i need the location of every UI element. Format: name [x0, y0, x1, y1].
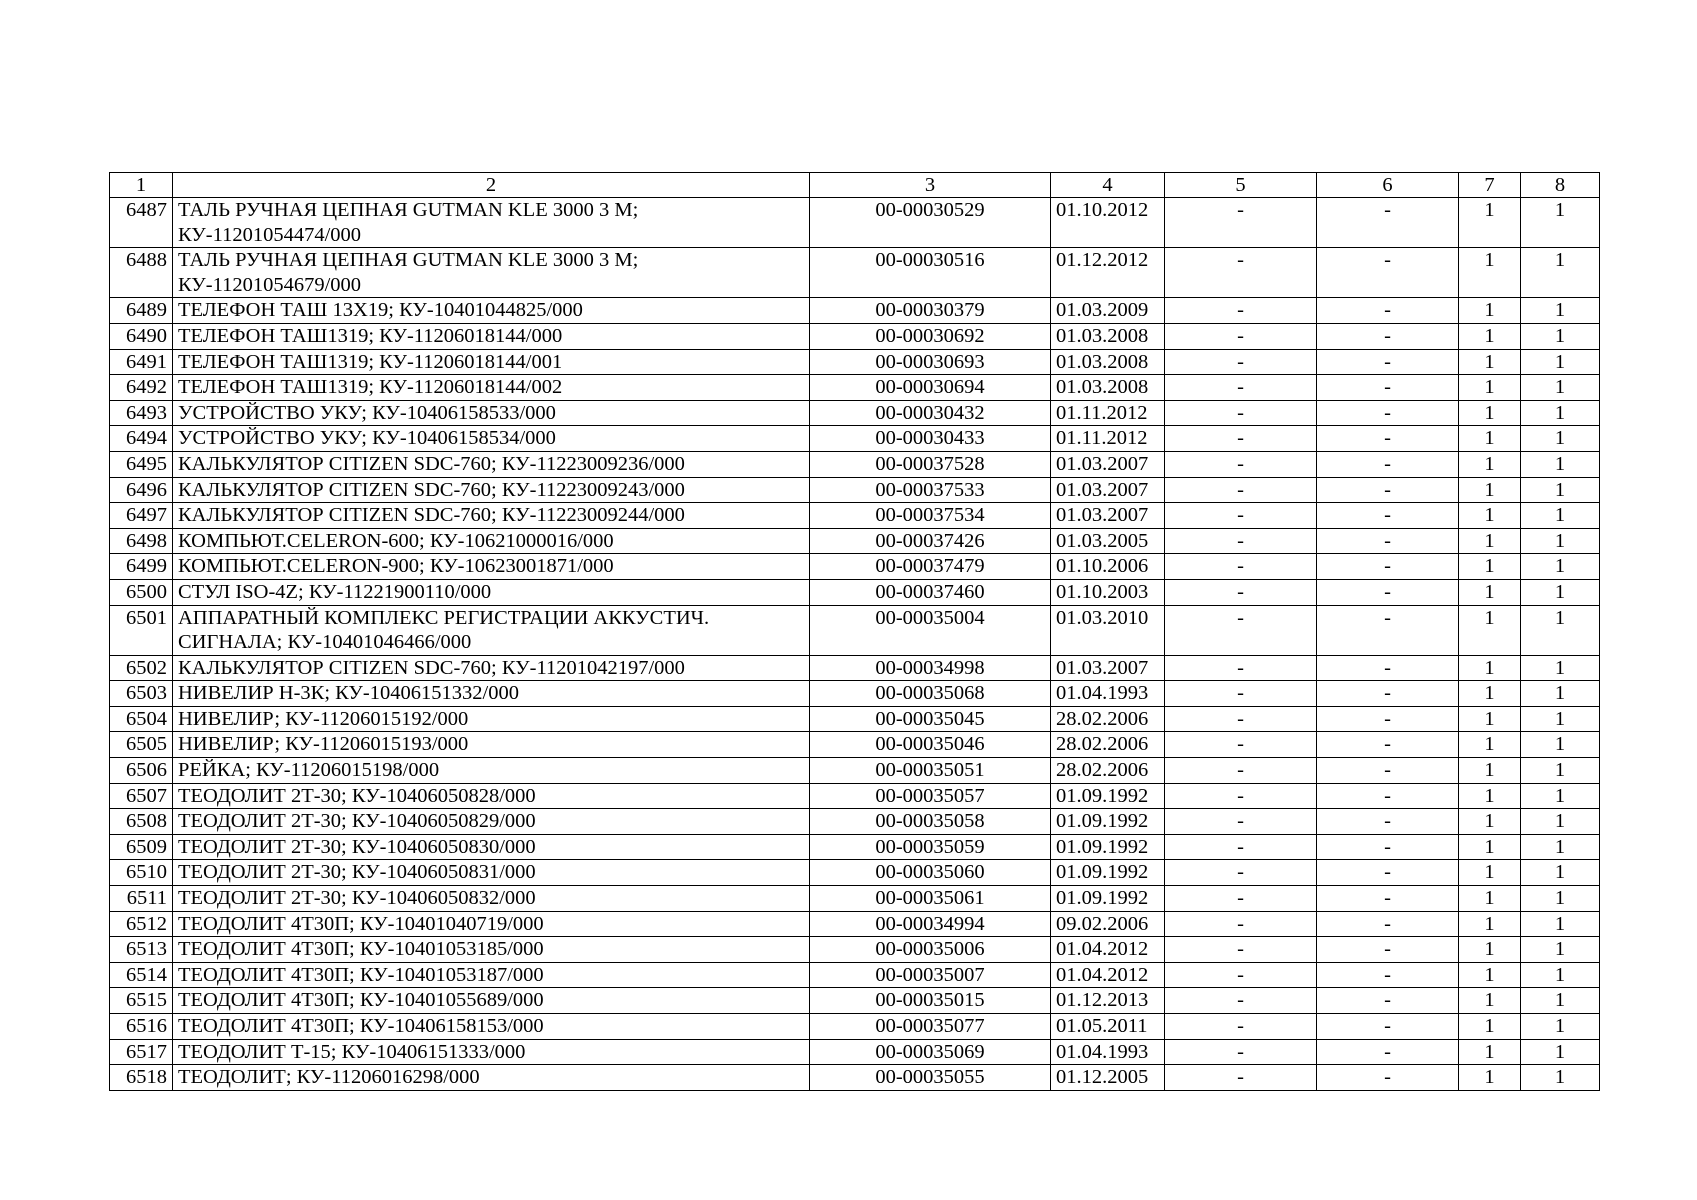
column-header: 2	[173, 173, 810, 198]
table-row	[110, 298, 1600, 324]
date-cell: 01.03.2007	[1051, 451, 1165, 477]
column-5-cell: -	[1165, 937, 1317, 963]
date-cell: 01.03.2008	[1051, 323, 1165, 349]
table-row	[110, 860, 1600, 886]
column-8-cell: 1	[1521, 783, 1600, 809]
column-5-cell: -	[1165, 1014, 1317, 1040]
inventory-code: 00-00034994	[810, 911, 1051, 937]
table-row	[110, 375, 1600, 401]
date-cell: 01.03.2008	[1051, 375, 1165, 401]
column-7-cell: 1	[1459, 298, 1521, 324]
item-name: ТЕЛЕФОН ТАШ 13Х19; КУ-10401044825/000	[173, 298, 810, 324]
column-6-cell: -	[1317, 605, 1459, 655]
inventory-code: 00-00035077	[810, 1014, 1051, 1040]
row-number: 6509	[110, 834, 173, 860]
column-7-cell: 1	[1459, 375, 1521, 401]
inventory-code: 00-00035046	[810, 732, 1051, 758]
item-name: ТЕЛЕФОН ТАШ1319; КУ-11206018144/002	[173, 375, 810, 401]
inventory-code: 00-00037479	[810, 554, 1051, 580]
date-cell: 01.04.2012	[1051, 962, 1165, 988]
column-8-cell: 1	[1521, 477, 1600, 503]
column-8-cell: 1	[1521, 732, 1600, 758]
inventory-code: 00-00035045	[810, 706, 1051, 732]
item-name: ТЕОДОЛИТ Т-15; КУ-10406151333/000	[173, 1039, 810, 1065]
inventory-code: 00-00035007	[810, 962, 1051, 988]
inventory-code: 00-00030379	[810, 298, 1051, 324]
column-6-cell: -	[1317, 886, 1459, 912]
row-number: 6510	[110, 860, 173, 886]
column-7-cell: 1	[1459, 783, 1521, 809]
date-cell: 01.04.1993	[1051, 1039, 1165, 1065]
column-8-cell: 1	[1521, 605, 1600, 655]
column-8-cell: 1	[1521, 706, 1600, 732]
table-body	[110, 173, 1600, 1091]
date-cell: 01.03.2010	[1051, 605, 1165, 655]
inventory-code: 00-00035055	[810, 1065, 1051, 1091]
table-row	[110, 988, 1600, 1014]
table-row	[110, 886, 1600, 912]
column-8-cell: 1	[1521, 860, 1600, 886]
item-name: СТУЛ ISO-4Z; КУ-11221900110/000	[173, 579, 810, 605]
column-5-cell: -	[1165, 400, 1317, 426]
date-cell: 01.04.1993	[1051, 681, 1165, 707]
date-cell: 01.04.2012	[1051, 937, 1165, 963]
date-cell: 01.09.1992	[1051, 834, 1165, 860]
inventory-code: 00-00030529	[810, 198, 1051, 248]
column-7-cell: 1	[1459, 248, 1521, 298]
inventory-code: 00-00037426	[810, 528, 1051, 554]
date-cell: 01.03.2007	[1051, 655, 1165, 681]
column-7-cell: 1	[1459, 681, 1521, 707]
table-row	[110, 937, 1600, 963]
inventory-code: 00-00030432	[810, 400, 1051, 426]
column-8-cell: 1	[1521, 988, 1600, 1014]
inventory-code: 00-00034998	[810, 655, 1051, 681]
column-5-cell: -	[1165, 783, 1317, 809]
date-cell: 01.09.1992	[1051, 860, 1165, 886]
column-6-cell: -	[1317, 834, 1459, 860]
table-row	[110, 605, 1600, 655]
column-6-cell: -	[1317, 528, 1459, 554]
inventory-code: 00-00037533	[810, 477, 1051, 503]
column-6-cell: -	[1317, 758, 1459, 784]
item-name: ТЕОДОЛИТ 4Т30П; КУ-10401040719/000	[173, 911, 810, 937]
column-5-cell: -	[1165, 426, 1317, 452]
row-number: 6512	[110, 911, 173, 937]
table-row	[110, 1014, 1600, 1040]
table-row	[110, 681, 1600, 707]
column-7-cell: 1	[1459, 758, 1521, 784]
column-8-cell: 1	[1521, 323, 1600, 349]
column-6-cell: -	[1317, 1065, 1459, 1091]
column-7-cell: 1	[1459, 477, 1521, 503]
column-7-cell: 1	[1459, 1014, 1521, 1040]
column-6-cell: -	[1317, 400, 1459, 426]
header-row	[110, 173, 1600, 198]
inventory-code: 00-00035069	[810, 1039, 1051, 1065]
date-cell: 01.03.2009	[1051, 298, 1165, 324]
column-5-cell: -	[1165, 962, 1317, 988]
column-7-cell: 1	[1459, 655, 1521, 681]
column-5-cell: -	[1165, 1065, 1317, 1091]
inventory-code: 00-00037528	[810, 451, 1051, 477]
inventory-code: 00-00035004	[810, 605, 1051, 655]
column-5-cell: -	[1165, 528, 1317, 554]
column-8-cell: 1	[1521, 681, 1600, 707]
inventory-code: 00-00035015	[810, 988, 1051, 1014]
row-number: 6502	[110, 655, 173, 681]
table-row	[110, 400, 1600, 426]
column-5-cell: -	[1165, 248, 1317, 298]
date-cell: 01.03.2005	[1051, 528, 1165, 554]
column-header: 6	[1317, 173, 1459, 198]
table-row	[110, 1039, 1600, 1065]
column-5-cell: -	[1165, 198, 1317, 248]
column-6-cell: -	[1317, 375, 1459, 401]
column-5-cell: -	[1165, 375, 1317, 401]
column-6-cell: -	[1317, 1014, 1459, 1040]
column-6-cell: -	[1317, 323, 1459, 349]
row-number: 6493	[110, 400, 173, 426]
item-name: ТЕОДОЛИТ 4Т30П; КУ-10401053185/000	[173, 937, 810, 963]
column-8-cell: 1	[1521, 451, 1600, 477]
row-number: 6494	[110, 426, 173, 452]
column-7-cell: 1	[1459, 886, 1521, 912]
column-5-cell: -	[1165, 758, 1317, 784]
inventory-code: 00-00037460	[810, 579, 1051, 605]
inventory-code: 00-00030433	[810, 426, 1051, 452]
column-6-cell: -	[1317, 732, 1459, 758]
column-7-cell: 1	[1459, 834, 1521, 860]
item-name: НИВЕЛИР Н-3К; КУ-10406151332/000	[173, 681, 810, 707]
inventory-code: 00-00035060	[810, 860, 1051, 886]
inventory-code: 00-00035057	[810, 783, 1051, 809]
column-7-cell: 1	[1459, 198, 1521, 248]
inventory-table	[109, 172, 1600, 1091]
date-cell: 28.02.2006	[1051, 758, 1165, 784]
row-number: 6504	[110, 706, 173, 732]
column-5-cell: -	[1165, 732, 1317, 758]
column-8-cell: 1	[1521, 1039, 1600, 1065]
column-8-cell: 1	[1521, 400, 1600, 426]
table-row	[110, 579, 1600, 605]
column-5-cell: -	[1165, 655, 1317, 681]
row-number: 6495	[110, 451, 173, 477]
column-7-cell: 1	[1459, 349, 1521, 375]
date-cell: 01.10.2006	[1051, 554, 1165, 580]
column-8-cell: 1	[1521, 579, 1600, 605]
column-5-cell: -	[1165, 834, 1317, 860]
column-7-cell: 1	[1459, 323, 1521, 349]
item-name: РЕЙКА; КУ-11206015198/000	[173, 758, 810, 784]
date-cell: 01.10.2012	[1051, 198, 1165, 248]
row-number: 6515	[110, 988, 173, 1014]
column-5-cell: -	[1165, 988, 1317, 1014]
inventory-code: 00-00035051	[810, 758, 1051, 784]
column-7-cell: 1	[1459, 1065, 1521, 1091]
table-row	[110, 198, 1600, 248]
column-5-cell: -	[1165, 681, 1317, 707]
item-name: КАЛЬКУЛЯТОР CITIZEN SDC-760; КУ-11223009244/000	[173, 503, 810, 529]
column-8-cell: 1	[1521, 1014, 1600, 1040]
item-name: АППАРАТНЫЙ КОМПЛЕКС РЕГИСТРАЦИИ АККУСТИЧ. СИГНАЛА; КУ-10401046466/000	[173, 605, 810, 655]
date-cell: 01.03.2008	[1051, 349, 1165, 375]
date-cell: 28.02.2006	[1051, 706, 1165, 732]
column-7-cell: 1	[1459, 962, 1521, 988]
item-name: ТАЛЬ РУЧНАЯ ЦЕПНАЯ GUTMAN KLE 3000 3 М; КУ-11201054474/000	[173, 198, 810, 248]
table-row	[110, 503, 1600, 529]
column-5-cell: -	[1165, 706, 1317, 732]
row-number: 6501	[110, 605, 173, 655]
column-7-cell: 1	[1459, 988, 1521, 1014]
row-number: 6490	[110, 323, 173, 349]
date-cell: 01.09.1992	[1051, 809, 1165, 835]
row-number: 6517	[110, 1039, 173, 1065]
column-6-cell: -	[1317, 579, 1459, 605]
table-row	[110, 655, 1600, 681]
date-cell: 01.12.2013	[1051, 988, 1165, 1014]
column-5-cell: -	[1165, 477, 1317, 503]
item-name: УСТРОЙСТВО УКУ; КУ-10406158534/000	[173, 426, 810, 452]
row-number: 6492	[110, 375, 173, 401]
table-row	[110, 706, 1600, 732]
item-name: НИВЕЛИР; КУ-11206015193/000	[173, 732, 810, 758]
date-cell: 01.12.2005	[1051, 1065, 1165, 1091]
row-number: 6489	[110, 298, 173, 324]
column-5-cell: -	[1165, 605, 1317, 655]
column-7-cell: 1	[1459, 451, 1521, 477]
inventory-code: 00-00030694	[810, 375, 1051, 401]
row-number: 6507	[110, 783, 173, 809]
row-number: 6518	[110, 1065, 173, 1091]
column-6-cell: -	[1317, 349, 1459, 375]
column-5-cell: -	[1165, 1039, 1317, 1065]
column-6-cell: -	[1317, 809, 1459, 835]
item-name: ТЕОДОЛИТ 2Т-30; КУ-10406050828/000	[173, 783, 810, 809]
table-row	[110, 426, 1600, 452]
table-row	[110, 758, 1600, 784]
item-name: КАЛЬКУЛЯТОР CITIZEN SDC-760; КУ-11223009236/000	[173, 451, 810, 477]
item-name: ТАЛЬ РУЧНАЯ ЦЕПНАЯ GUTMAN KLE 3000 3 М; КУ-11201054679/000	[173, 248, 810, 298]
column-header: 3	[810, 173, 1051, 198]
column-8-cell: 1	[1521, 809, 1600, 835]
column-5-cell: -	[1165, 554, 1317, 580]
column-7-cell: 1	[1459, 911, 1521, 937]
item-name: КАЛЬКУЛЯТОР CITIZEN SDC-760; КУ-11201042197/000	[173, 655, 810, 681]
column-6-cell: -	[1317, 298, 1459, 324]
date-cell: 01.09.1992	[1051, 886, 1165, 912]
column-7-cell: 1	[1459, 426, 1521, 452]
item-name: ТЕОДОЛИТ 2Т-30; КУ-10406050832/000	[173, 886, 810, 912]
column-6-cell: -	[1317, 554, 1459, 580]
column-6-cell: -	[1317, 248, 1459, 298]
column-5-cell: -	[1165, 886, 1317, 912]
column-header: 7	[1459, 173, 1521, 198]
date-cell: 09.02.2006	[1051, 911, 1165, 937]
row-number: 6491	[110, 349, 173, 375]
column-8-cell: 1	[1521, 554, 1600, 580]
table-row	[110, 451, 1600, 477]
column-7-cell: 1	[1459, 503, 1521, 529]
column-8-cell: 1	[1521, 962, 1600, 988]
row-number: 6505	[110, 732, 173, 758]
row-number: 6514	[110, 962, 173, 988]
column-7-cell: 1	[1459, 860, 1521, 886]
inventory-code: 00-00037534	[810, 503, 1051, 529]
column-header: 5	[1165, 173, 1317, 198]
table-row	[110, 732, 1600, 758]
column-header: 8	[1521, 173, 1600, 198]
column-7-cell: 1	[1459, 937, 1521, 963]
row-number: 6516	[110, 1014, 173, 1040]
item-name: ТЕОДОЛИТ 2Т-30; КУ-10406050829/000	[173, 809, 810, 835]
row-number: 6511	[110, 886, 173, 912]
column-6-cell: -	[1317, 911, 1459, 937]
column-8-cell: 1	[1521, 503, 1600, 529]
inventory-code: 00-00030693	[810, 349, 1051, 375]
table-row	[110, 834, 1600, 860]
column-5-cell: -	[1165, 323, 1317, 349]
column-8-cell: 1	[1521, 426, 1600, 452]
column-6-cell: -	[1317, 681, 1459, 707]
item-name: УСТРОЙСТВО УКУ; КУ-10406158533/000	[173, 400, 810, 426]
column-5-cell: -	[1165, 579, 1317, 605]
date-cell: 01.11.2012	[1051, 400, 1165, 426]
table-row	[110, 809, 1600, 835]
date-cell: 01.11.2012	[1051, 426, 1165, 452]
column-6-cell: -	[1317, 860, 1459, 886]
column-6-cell: -	[1317, 503, 1459, 529]
row-number: 6497	[110, 503, 173, 529]
column-7-cell: 1	[1459, 579, 1521, 605]
column-7-cell: 1	[1459, 706, 1521, 732]
table-row	[110, 554, 1600, 580]
column-header: 1	[110, 173, 173, 198]
column-5-cell: -	[1165, 349, 1317, 375]
item-name: ТЕЛЕФОН ТАШ1319; КУ-11206018144/000	[173, 323, 810, 349]
item-name: НИВЕЛИР; КУ-11206015192/000	[173, 706, 810, 732]
column-8-cell: 1	[1521, 1065, 1600, 1091]
column-7-cell: 1	[1459, 732, 1521, 758]
row-number: 6496	[110, 477, 173, 503]
column-8-cell: 1	[1521, 937, 1600, 963]
column-8-cell: 1	[1521, 886, 1600, 912]
column-7-cell: 1	[1459, 400, 1521, 426]
table-row	[110, 528, 1600, 554]
item-name: КОМПЬЮТ.CELERON-900; КУ-10623001871/000	[173, 554, 810, 580]
row-number: 6513	[110, 937, 173, 963]
row-number: 6499	[110, 554, 173, 580]
column-6-cell: -	[1317, 198, 1459, 248]
row-number: 6506	[110, 758, 173, 784]
date-cell: 01.05.2011	[1051, 1014, 1165, 1040]
column-7-cell: 1	[1459, 554, 1521, 580]
table-row	[110, 1065, 1600, 1091]
item-name: ТЕОДОЛИТ 4Т30П; КУ-10406158153/000	[173, 1014, 810, 1040]
date-cell: 01.10.2003	[1051, 579, 1165, 605]
item-name: ТЕЛЕФОН ТАШ1319; КУ-11206018144/001	[173, 349, 810, 375]
date-cell: 01.12.2012	[1051, 248, 1165, 298]
column-8-cell: 1	[1521, 911, 1600, 937]
table-row	[110, 962, 1600, 988]
column-header: 4	[1051, 173, 1165, 198]
row-number: 6503	[110, 681, 173, 707]
table-row	[110, 911, 1600, 937]
item-name: ТЕОДОЛИТ; КУ-11206016298/000	[173, 1065, 810, 1091]
column-5-cell: -	[1165, 860, 1317, 886]
inventory-code: 00-00035006	[810, 937, 1051, 963]
column-8-cell: 1	[1521, 298, 1600, 324]
date-cell: 28.02.2006	[1051, 732, 1165, 758]
column-7-cell: 1	[1459, 1039, 1521, 1065]
inventory-code: 00-00035068	[810, 681, 1051, 707]
row-number: 6508	[110, 809, 173, 835]
column-5-cell: -	[1165, 911, 1317, 937]
inventory-code: 00-00035058	[810, 809, 1051, 835]
item-name: ТЕОДОЛИТ 2Т-30; КУ-10406050831/000	[173, 860, 810, 886]
table-row	[110, 783, 1600, 809]
inventory-code: 00-00030516	[810, 248, 1051, 298]
table-row	[110, 349, 1600, 375]
column-8-cell: 1	[1521, 528, 1600, 554]
item-name: ТЕОДОЛИТ 2Т-30; КУ-10406050830/000	[173, 834, 810, 860]
row-number: 6500	[110, 579, 173, 605]
table-row	[110, 323, 1600, 349]
column-8-cell: 1	[1521, 834, 1600, 860]
row-number: 6488	[110, 248, 173, 298]
date-cell: 01.03.2007	[1051, 477, 1165, 503]
item-name: ТЕОДОЛИТ 4Т30П; КУ-10401053187/000	[173, 962, 810, 988]
column-8-cell: 1	[1521, 655, 1600, 681]
item-name: ТЕОДОЛИТ 4Т30П; КУ-10401055689/000	[173, 988, 810, 1014]
column-7-cell: 1	[1459, 605, 1521, 655]
column-6-cell: -	[1317, 426, 1459, 452]
item-name: КАЛЬКУЛЯТОР CITIZEN SDC-760; КУ-11223009243/000	[173, 477, 810, 503]
column-5-cell: -	[1165, 451, 1317, 477]
column-6-cell: -	[1317, 988, 1459, 1014]
column-5-cell: -	[1165, 298, 1317, 324]
inventory-code: 00-00035059	[810, 834, 1051, 860]
column-6-cell: -	[1317, 451, 1459, 477]
column-6-cell: -	[1317, 706, 1459, 732]
inventory-code: 00-00035061	[810, 886, 1051, 912]
column-6-cell: -	[1317, 783, 1459, 809]
column-5-cell: -	[1165, 809, 1317, 835]
column-6-cell: -	[1317, 937, 1459, 963]
column-6-cell: -	[1317, 477, 1459, 503]
inventory-code: 00-00030692	[810, 323, 1051, 349]
column-5-cell: -	[1165, 503, 1317, 529]
item-name: КОМПЬЮТ.CELERON-600; КУ-10621000016/000	[173, 528, 810, 554]
date-cell: 01.09.1992	[1051, 783, 1165, 809]
table-row	[110, 477, 1600, 503]
column-8-cell: 1	[1521, 349, 1600, 375]
column-8-cell: 1	[1521, 758, 1600, 784]
table-row	[110, 248, 1600, 298]
column-7-cell: 1	[1459, 809, 1521, 835]
column-8-cell: 1	[1521, 248, 1600, 298]
column-6-cell: -	[1317, 1039, 1459, 1065]
column-8-cell: 1	[1521, 198, 1600, 248]
date-cell: 01.03.2007	[1051, 503, 1165, 529]
column-6-cell: -	[1317, 962, 1459, 988]
column-6-cell: -	[1317, 655, 1459, 681]
row-number: 6498	[110, 528, 173, 554]
column-8-cell: 1	[1521, 375, 1600, 401]
row-number: 6487	[110, 198, 173, 248]
column-7-cell: 1	[1459, 528, 1521, 554]
